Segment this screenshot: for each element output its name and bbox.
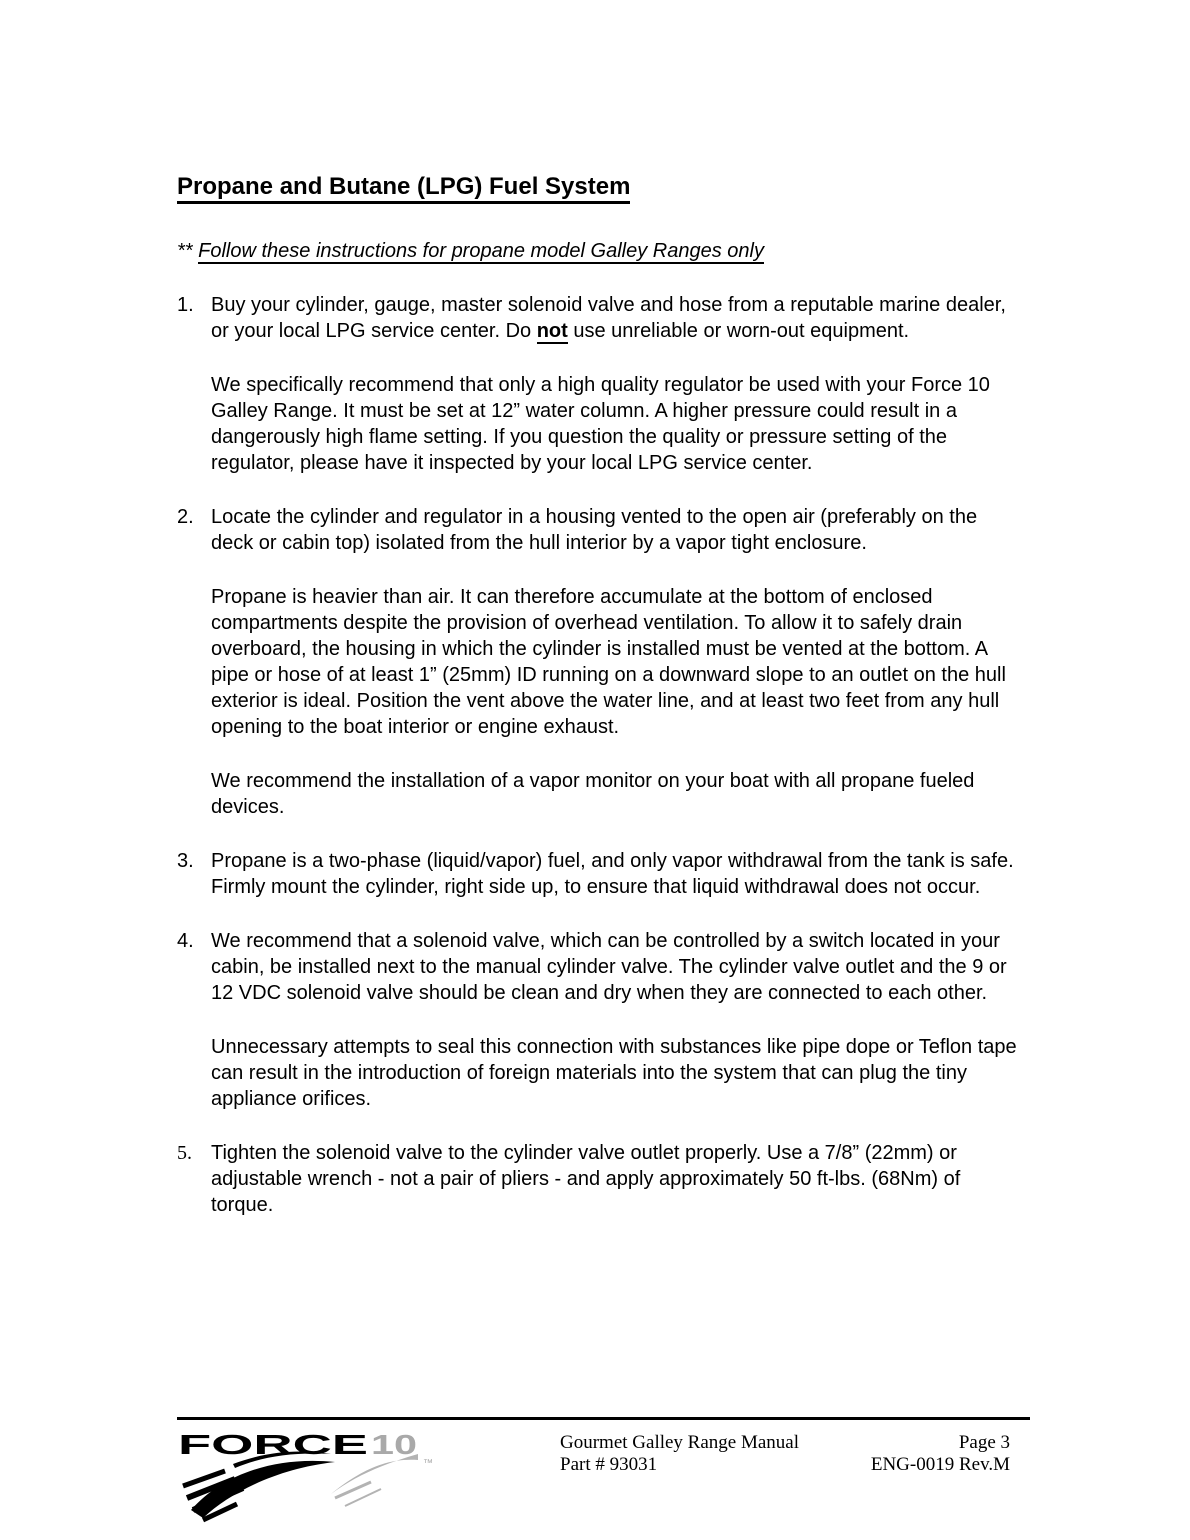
logo-swoosh-gray — [331, 1454, 418, 1494]
force10-logo-graphic — [175, 1424, 440, 1536]
instruction-list — [177, 292, 1020, 1246]
paragraph: We recommend the installation of a vapor monitor on your boat with all propane fueled devices. — [211, 770, 975, 818]
list-item-body — [211, 292, 1020, 504]
paragraph-text: Buy your cylinder, gauge, master solenoid valve and hose from a reputable marine dealer, or your local LPG service center. Do — [211, 294, 1006, 342]
page-title — [177, 172, 1020, 202]
instruction-note — [177, 238, 1020, 264]
footer-manual-title: Gourmet Galley Range Manual — [560, 1432, 800, 1453]
paragraph: Unnecessary attempts to seal this connection with substances like pipe dope or Teflon tape can result in the introduction of foreign materials into the system that can plug the tiny appliance orifices. — [211, 1036, 1017, 1110]
footer-part-number: Part # 93031 — [560, 1454, 658, 1475]
list-item-body — [211, 1140, 1020, 1246]
list-number: 3. — [177, 850, 194, 872]
list-item-body — [211, 504, 1020, 848]
note-text: Follow these instructions for propane model Galley Ranges only — [198, 240, 764, 262]
emphasis-not: not — [536, 320, 568, 342]
list-item — [177, 292, 1020, 504]
force10-logo — [175, 1424, 440, 1540]
list-item-body — [211, 848, 1020, 928]
list-item — [177, 928, 1020, 1140]
list-number: 4. — [177, 930, 194, 952]
paragraph-text: use unreliable or worn-out equipment. — [567, 320, 910, 342]
logo-brand-text: FORCE — [178, 1429, 368, 1460]
logo-number-text: 10 — [371, 1429, 417, 1460]
footer-rule — [177, 1417, 1030, 1420]
list-item — [177, 1140, 1020, 1246]
footer-doc-revision: ENG-0019 Rev.M — [870, 1454, 1010, 1475]
list-item — [177, 848, 1020, 928]
list-number: 1. — [177, 294, 194, 316]
list-item-body — [211, 928, 1020, 1140]
footer-right-block — [798, 1432, 1010, 1476]
paragraph: We recommend that a solenoid valve, which can be controlled by a switch located in your cabin, be installed next to the manual cylinder valve. The cylinder valve outlet and the 9 or 12 VDC solenoid valve should be clean and dry when they are connected to each other. — [211, 930, 1007, 1004]
footer-page-number: Page 3 — [958, 1432, 1010, 1453]
list-number: 2. — [177, 506, 194, 528]
list-item — [177, 504, 1020, 848]
paragraph: We specifically recommend that only a high quality regulator be used with your Force 10 Galley Range. It must be set at 12” water column. A higher pressure could result in a dangerously high flame setting. If you question the quality or pressure setting of the regulator, please have it inspected by your local LPG service center. — [211, 374, 990, 474]
paragraph — [211, 292, 1020, 344]
list-number: 5. — [177, 1142, 192, 1164]
paragraph: Locate the cylinder and regulator in a housing vented to the open air (preferably on the deck or cabin top) isolated from the hull interior by a vapor tight enclosure. — [211, 506, 978, 554]
paragraph: Propane is a two-phase (liquid/vapor) fuel, and only vapor withdrawal from the tank is safe. Firmly mount the cylinder, right side up, to ensure that liquid withdrawal does not occur. — [211, 850, 1014, 898]
note-asterisks: ** — [177, 240, 199, 262]
paragraph: Tighten the solenoid valve to the cylinder valve outlet properly. Use a 7/8” (22mm) or adjustable wrench - not a pair of pliers - and apply approximately 50 ft-lbs. (68Nm) of torque. — [211, 1142, 961, 1216]
footer-center-block — [560, 1432, 799, 1476]
page-content — [177, 172, 1020, 1246]
paragraph: Propane is heavier than air. It can therefore accumulate at the bottom of enclosed compartments despite the provision of overhead ventilation. To allow it to safely drain overboard, the housing in which the cylinder is installed must be vented at the bottom. A pipe or hose of at least 1” (25mm) ID running on a downward slope to an outlet on the hull exterior is ideal. Position the vent above the water line, and at least two feet from any hull opening to the boat interior or engine exhaust. — [211, 586, 1006, 738]
trademark-symbol: ™ — [423, 1458, 433, 1469]
page-title-text: Propane and Butane (LPG) Fuel System — [177, 173, 630, 204]
